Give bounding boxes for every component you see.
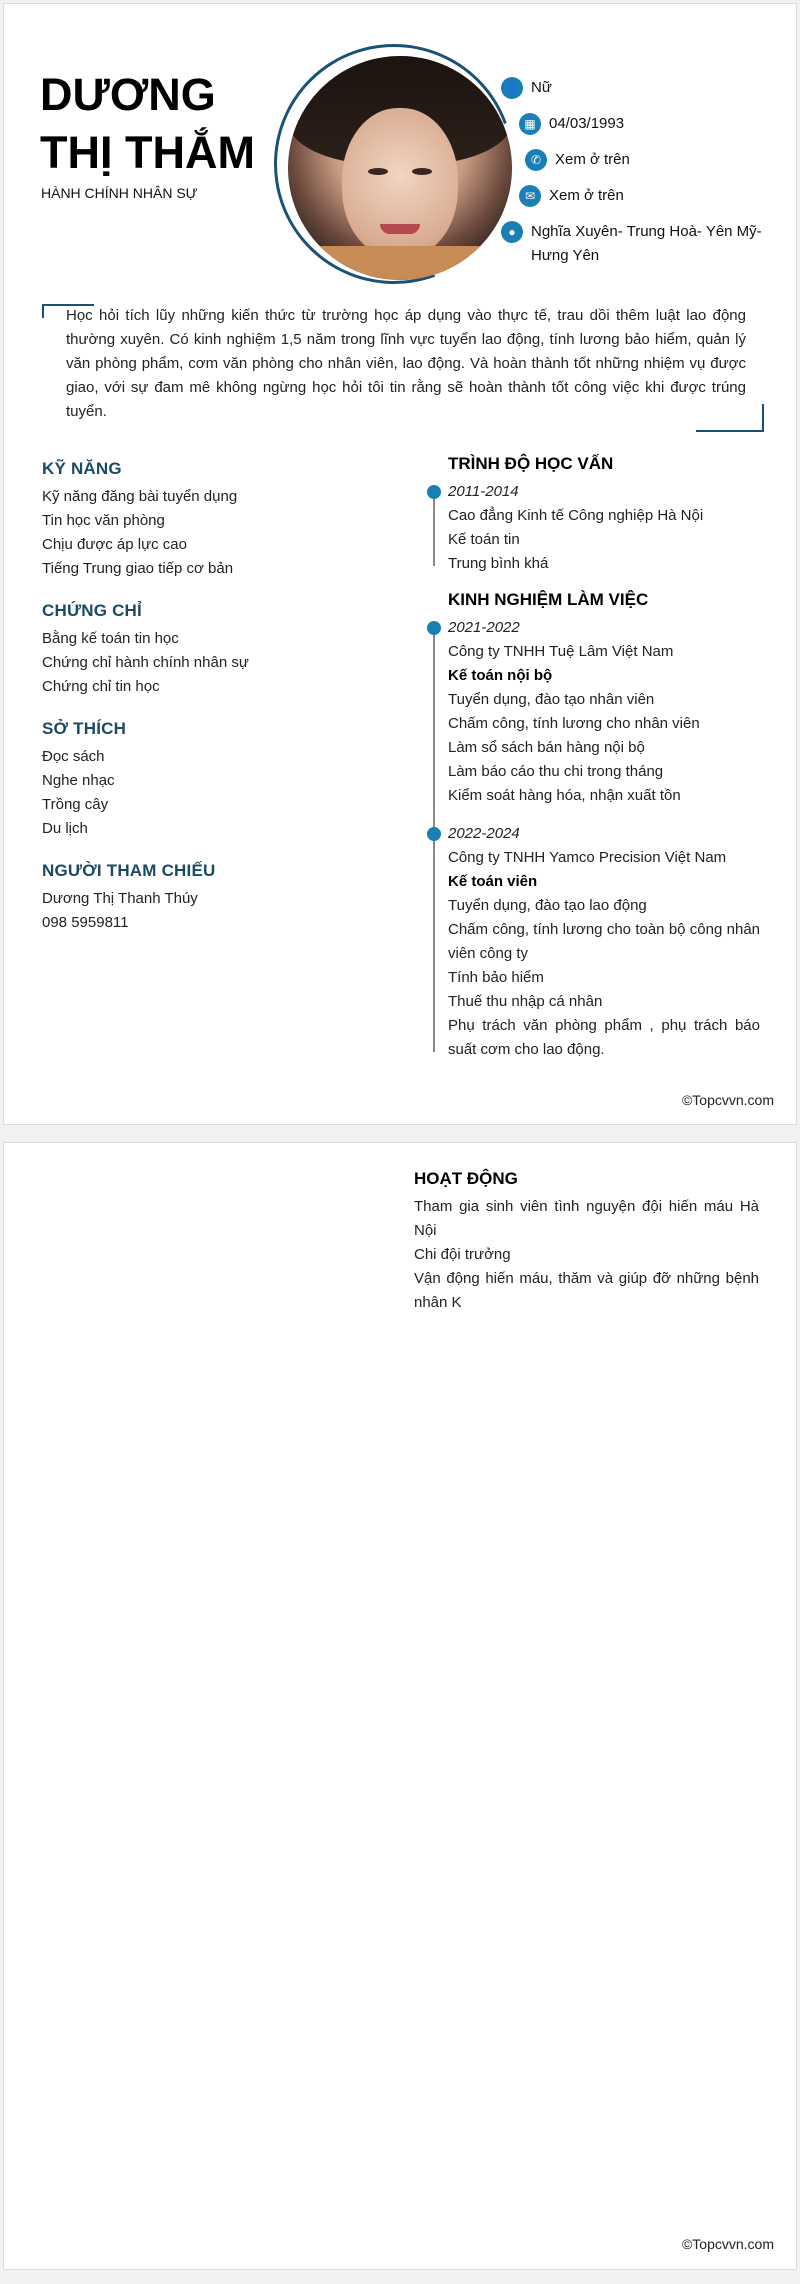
list-item: Kỹ năng đăng bài tuyển dụng [42,488,238,505]
list-item: Vận động hiến máu, thăm và giúp đỡ những bệnh nhân K [414,1270,759,1311]
entry-company: Công ty TNHH Yamco Precision Việt Nam [448,849,727,866]
entry-line: Tính bảo hiểm [448,969,544,986]
entry-line: Tuyển dụng, đào tạo lao động [448,897,647,914]
profile-photo [288,56,512,280]
list-item: Chứng chỉ hành chính nhân sự [42,654,249,671]
contact-text: Xem ở trên [555,151,630,168]
contact-text: 04/03/1993 [549,115,625,132]
certificates-heading: CHỨNG CHỈ [42,601,142,620]
entry-period: 2022-2024 [448,825,520,842]
calendar-icon: ▦ [519,113,541,135]
contact-list [499,76,789,280]
entry-line: Làm báo cáo thu chi trong tháng [448,763,664,780]
list-item: Chi đội trưởng [414,1246,511,1263]
left-column [42,459,402,955]
entry-role: Kế toán viên [448,873,538,890]
cv-page-2 [3,1142,797,2270]
timeline-line [433,492,435,566]
entry-line: Làm sổ sách bán hàng nội bộ [448,739,645,756]
list-item: Bằng kế toán tin học [42,630,179,647]
entry-line: Kế toán tin [448,531,520,548]
phone-icon: ✆ [525,149,547,171]
entry-period: 2011-2014 [448,483,519,500]
list-item: Nghe nhạc [42,772,115,789]
timeline-dot [427,485,441,499]
references-section [42,861,402,935]
contact-item [525,148,789,172]
education-section [448,454,760,576]
timeline-entry [448,616,760,808]
list-item: Du lịch [42,820,88,837]
education-heading: TRÌNH ĐỘ HỌC VẤN [448,454,614,473]
experience-section [448,590,760,1062]
entry-line: Chấm công, tính lương cho nhân viên [448,715,700,732]
timeline-dot [427,621,441,635]
name-line-1: DƯƠNG [40,69,216,120]
entry-line: Chấm công, tính lương cho toàn bộ công nhân viên công ty [448,921,760,962]
location-icon: ● [501,221,523,243]
list-item: Dương Thị Thanh Thúy [42,890,198,907]
entry-line: Kiểm soát hàng hóa, nhận xuất tồn [448,787,681,804]
contact-item [501,220,789,268]
entry-line: Thuế thu nhập cá nhân [448,993,603,1010]
cv-page-1 [3,3,797,1125]
contact-item [501,76,789,100]
list-item: Tham gia sinh viên tình nguyện đội hiến máu Hà Nội [414,1198,759,1239]
contact-text: Nghĩa Xuyên- Trung Hoà- Yên Mỹ- Hưng Yên [531,223,762,264]
entry-line: Tuyển dụng, đào tạo nhân viên [448,691,655,708]
list-item: 098 5959811 [42,914,129,931]
mail-icon: ✉ [519,185,541,207]
footer-watermark-page-2: ©Topcvvn.com [681,2236,774,2252]
list-item: Trồng cây [42,796,109,813]
activities-heading: HOẠT ĐỘNG [414,1169,518,1188]
list-item: Tin học văn phòng [42,512,165,529]
summary-corner-bottom-right [696,404,764,432]
timeline-entry [448,822,760,1062]
contact-item [519,112,789,136]
entry-period: 2021-2022 [448,619,520,636]
entry-role: Kế toán nội bộ [448,667,553,684]
career-summary: Học hỏi tích lũy những kiến thức từ trường học áp dụng vào thực tế, trau dồi thêm luật lao động thường xuyên. Có kinh nghiệm 1,5 năm trong lĩnh vực tuyển lao động, tính lương bảo hiểm, quản lý văn phòng phẩm, cơm văn phòng cho nhân viên, lao động. Và hoàn thành tốt những nhiệm vụ được giao, với sự đam mê không ngừng học hỏi tôi tin rằng sẽ hoàn thành tốt công việc khi được trúng tuyển. [66,307,746,420]
entry-line: Trung bình khá [448,555,549,572]
contact-text: Xem ở trên [549,187,624,204]
timeline-entry [448,480,760,576]
name-line-2: THỊ THẮM [40,127,255,178]
certificates-section [42,601,402,699]
skills-heading: KỸ NĂNG [42,459,122,478]
person-icon: 👤 [501,77,523,99]
timeline-dot [427,827,441,841]
contact-text: Nữ [531,79,552,96]
list-item: Tiếng Trung giao tiếp cơ bản [42,560,234,577]
hobbies-heading: SỞ THÍCH [42,719,127,738]
skills-section [42,459,402,581]
right-column [448,454,760,1076]
job-title: HÀNH CHÍNH NHÂN SỰ [41,185,198,201]
experience-heading: KINH NGHIỆM LÀM VIỆC [448,590,649,609]
references-heading: NGƯỜI THAM CHIẾU [42,861,216,880]
entry-company: Công ty TNHH Tuệ Lâm Việt Nam [448,643,674,660]
entry-line: Phụ trách văn phòng phẩm , phụ trách báo suất cơm cho lao động. [448,1017,760,1058]
activities-section [414,1169,759,1315]
list-item: Chịu được áp lực cao [42,536,187,553]
hobbies-section [42,719,402,841]
contact-item [519,184,789,208]
footer-watermark: ©Topcvvn.com [681,1092,774,1108]
list-item: Đọc sách [42,748,105,765]
candidate-name [40,66,255,182]
list-item: Chứng chỉ tin học [42,678,160,695]
entry-line: Cao đẳng Kinh tế Công nghiệp Hà Nội [448,507,704,524]
